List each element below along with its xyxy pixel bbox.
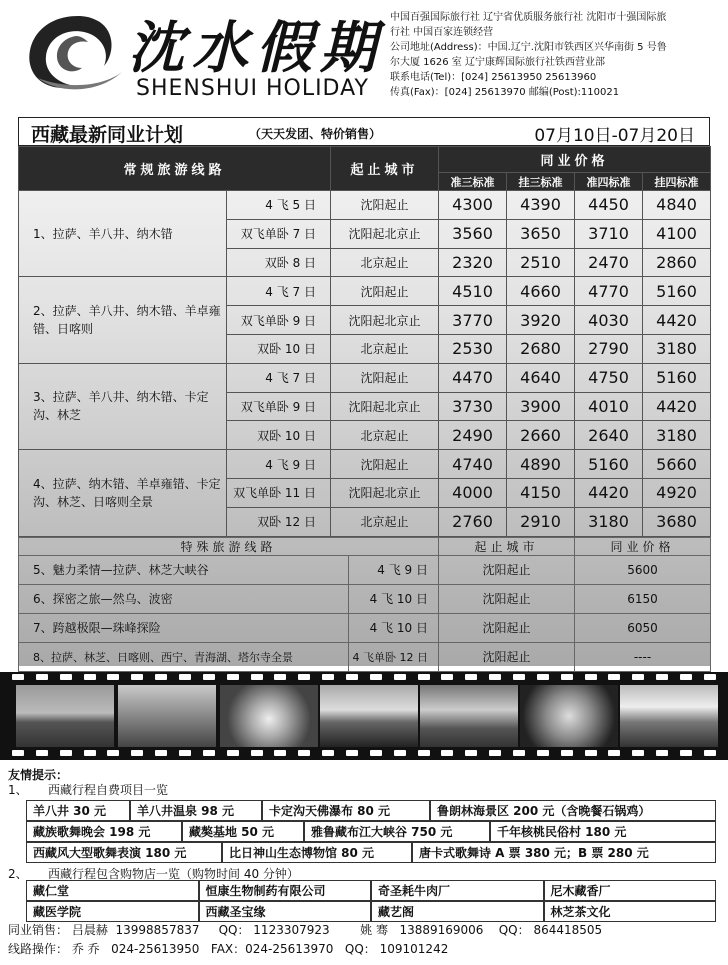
price-cell: 3900 — [507, 392, 575, 421]
sales-contact-row — [8, 921, 602, 940]
duration: 双卧 8 日 — [227, 248, 331, 277]
shop-item: 恒康生物制药有限公司 — [199, 880, 372, 901]
price-cell: ---- — [575, 642, 711, 671]
price-cell: 4640 — [507, 363, 575, 392]
price-cell: 2660 — [507, 421, 575, 450]
price-area — [18, 146, 710, 666]
price-cell: 3180 — [643, 334, 711, 363]
fee-item: 唐卡式歌舞诗 A 票 380 元；B 票 280 元 — [412, 842, 716, 863]
ops-qq: 109101242 — [379, 942, 449, 956]
fees-row — [26, 842, 716, 863]
qq-label: QQ： — [498, 923, 530, 937]
company-info-line: 行社 中国百家连锁经营 — [390, 27, 494, 38]
sales1-qq: 1123307923 — [253, 923, 330, 937]
company-info-line: 尔大厦 1626 室 辽宁康辉国际旅行社铁西营业部 — [390, 57, 605, 68]
ops-phone: 024-25613950 — [111, 942, 200, 956]
route-name: 3、拉萨、羊八井、纳木错、卡定沟、林芝 — [19, 363, 227, 449]
price-cell: 3560 — [439, 219, 507, 248]
fees-row — [26, 821, 716, 842]
duration: 4 飞 9 日 — [349, 555, 439, 584]
photo-snow-peak — [620, 685, 718, 747]
price-cell: 4030 — [575, 306, 643, 335]
duration: 4 飞 5 日 — [227, 191, 331, 220]
price-cell: 6150 — [575, 584, 711, 613]
price-cell: 5160 — [643, 363, 711, 392]
price-cell: 3650 — [507, 219, 575, 248]
city: 沈阳起止 — [331, 191, 439, 220]
city: 沈阳起北京止 — [331, 478, 439, 507]
city: 沈阳起北京止 — [331, 219, 439, 248]
shops-row — [26, 901, 716, 922]
price-cell: 4920 — [643, 478, 711, 507]
duration: 4 飞 7 日 — [227, 363, 331, 392]
price-cell: 5160 — [643, 277, 711, 306]
price-cell: 3180 — [575, 507, 643, 536]
plan-title-bar — [18, 117, 710, 146]
price-cell: 4420 — [575, 478, 643, 507]
city: 沈阳起止 — [439, 584, 575, 613]
table-row — [19, 191, 711, 220]
city: 沈阳起北京止 — [331, 392, 439, 421]
city: 沈阳起止 — [439, 555, 575, 584]
tips-title: 友情提示： — [8, 768, 69, 782]
header-tier: 挂四标准 — [643, 173, 711, 191]
table-row — [19, 277, 711, 306]
header-tier: 准四标准 — [575, 173, 643, 191]
shop-item: 林芝茶文化 — [544, 901, 717, 922]
table-row — [19, 584, 711, 613]
sales2-qq: 864418505 — [533, 923, 603, 937]
duration: 双卧 12 日 — [227, 507, 331, 536]
sales-label: 同业销售： — [8, 923, 69, 937]
fee-item: 卡定沟天佛瀑布 80 元 — [262, 800, 430, 821]
price-cell: 4010 — [575, 392, 643, 421]
photo-palace-front — [320, 685, 418, 747]
price-cell: 4100 — [643, 219, 711, 248]
plan-dates: 07月10日-07月20日 — [534, 126, 695, 146]
ops-fax: FAX：024-25613970 — [210, 942, 334, 956]
route-name: 5、魅力柔情—拉萨、林芝大峡谷 — [19, 555, 349, 584]
photo-food — [520, 685, 618, 747]
qq-label: QQ： — [344, 942, 376, 956]
city: 沈阳起北京止 — [331, 306, 439, 335]
price-cell: 2680 — [507, 334, 575, 363]
fees-row — [26, 800, 716, 821]
fee-item: 羊八井温泉 98 元 — [130, 800, 262, 821]
price-cell: 4770 — [575, 277, 643, 306]
photo-filmstrip — [0, 672, 728, 760]
duration: 双飞单卧 7 日 — [227, 219, 331, 248]
photo-mountains — [420, 685, 518, 747]
header — [0, 0, 728, 112]
price-cell: 4300 — [439, 191, 507, 220]
city: 北京起止 — [331, 507, 439, 536]
price-cell: 4420 — [643, 392, 711, 421]
price-cell: 2910 — [507, 507, 575, 536]
header-tier: 挂三标准 — [507, 173, 575, 191]
shop-item: 藏仁堂 — [26, 880, 199, 901]
photo-monastery — [118, 685, 216, 747]
price-cell: 2490 — [439, 421, 507, 450]
price-cell: 4840 — [643, 191, 711, 220]
price-cell: 3920 — [507, 306, 575, 335]
duration: 4 飞 7 日 — [227, 277, 331, 306]
route-name: 8、拉萨、林芝、日喀则、西宁、青海湖、塔尔寺全景 — [19, 642, 349, 671]
price-cell: 4740 — [439, 450, 507, 479]
section-number: 2、 — [8, 867, 28, 881]
fee-item: 羊八井 30 元 — [26, 800, 130, 821]
company-info — [390, 10, 720, 100]
table-row — [19, 363, 711, 392]
city: 沈阳起止 — [439, 642, 575, 671]
fee-item: 鲁朗林海景区 200 元（含晚餐石锅鸡） — [430, 800, 716, 821]
price-cell: 2790 — [575, 334, 643, 363]
brand-name-en: SHENSHUI HOLIDAY — [136, 76, 369, 101]
table-row — [19, 613, 711, 642]
price-cell: 3710 — [575, 219, 643, 248]
sales2-name: 姚 骞 — [360, 923, 388, 937]
ops-label: 线路操作： — [8, 942, 69, 956]
price-cell: 4510 — [439, 277, 507, 306]
price-cell: 5660 — [643, 450, 711, 479]
route-name: 6、探密之旅—然乌、波密 — [19, 584, 349, 613]
route-name: 1、拉萨、羊八井、纳木错 — [19, 191, 227, 277]
shop-item: 奇圣耗牛肉厂 — [371, 880, 544, 901]
shop-item: 尼木藏香厂 — [544, 880, 717, 901]
city: 北京起止 — [331, 334, 439, 363]
route-name: 2、拉萨、羊八井、纳木错、羊卓雍错、日喀则 — [19, 277, 227, 363]
ops-name: 乔 乔 — [71, 942, 100, 956]
photo-potala-palace — [16, 685, 114, 747]
table-row — [19, 642, 711, 671]
duration: 4 飞 9 日 — [227, 450, 331, 479]
qq-label: QQ： — [218, 923, 250, 937]
duration: 4 飞单卧 12 日 — [349, 642, 439, 671]
route-name: 7、跨越极限—珠峰探险 — [19, 613, 349, 642]
header-regular-routes: 常规旅游线路 — [19, 147, 331, 191]
price-cell: 2320 — [439, 248, 507, 277]
price-cell: 2530 — [439, 334, 507, 363]
table-row — [19, 555, 711, 584]
fee-item: 千年核桃民俗村 180 元 — [490, 821, 716, 842]
price-cell: 3680 — [643, 507, 711, 536]
section-title: 西藏行程包含购物店一览（购物时间 40 分钟） — [48, 867, 299, 881]
company-info-line: 中国百强国际旅行社 辽宁省优质服务旅行社 沈阳市十强国际旅 — [390, 12, 667, 23]
price-cell: 3770 — [439, 306, 507, 335]
fee-item: 西藏风大型歌舞表演 180 元 — [26, 842, 222, 863]
special-routes-table — [18, 537, 711, 672]
price-cell: 4150 — [507, 478, 575, 507]
duration: 双飞单卧 11 日 — [227, 478, 331, 507]
price-cell: 2510 — [507, 248, 575, 277]
brand-name-cn: 沈水假期 — [128, 15, 384, 81]
regular-routes-table — [18, 146, 711, 537]
price-cell: 2640 — [575, 421, 643, 450]
film-sprockets — [0, 674, 728, 682]
sales1-phone: 13998857837 — [115, 923, 200, 937]
company-info-line: 联系电话(Tel)：[024] 25613950 25613960 — [390, 72, 597, 83]
table-row — [19, 450, 711, 479]
price-cell: 4450 — [575, 191, 643, 220]
city: 北京起止 — [331, 248, 439, 277]
city: 沈阳起止 — [331, 277, 439, 306]
price-cell: 3730 — [439, 392, 507, 421]
film-sprockets — [0, 750, 728, 758]
section-title: 西藏行程自费项目一览 — [48, 783, 169, 797]
price-cell: 4470 — [439, 363, 507, 392]
price-cell: 2470 — [575, 248, 643, 277]
swirl-logo-icon — [18, 6, 138, 96]
price-cell: 4390 — [507, 191, 575, 220]
ops-contact-row — [8, 940, 602, 959]
shop-item: 藏医学院 — [26, 901, 199, 922]
sales1-name: 吕晨赫 — [71, 923, 108, 937]
city: 沈阳起止 — [331, 363, 439, 392]
duration: 4 飞 10 日 — [349, 613, 439, 642]
shops-row — [26, 880, 716, 901]
duration: 双飞单卧 9 日 — [227, 392, 331, 421]
plan-title: 西藏最新同业计划 — [31, 124, 184, 146]
city: 沈阳起止 — [439, 613, 575, 642]
shop-item: 西藏圣宝缘 — [199, 901, 372, 922]
fee-item: 藏族歌舞晚会 198 元 — [26, 821, 182, 842]
header-city: 起止城市 — [331, 147, 439, 191]
header-tier: 准三标准 — [439, 173, 507, 191]
duration: 双卧 10 日 — [227, 334, 331, 363]
section-fees-heading — [8, 781, 168, 798]
shop-item: 藏艺阁 — [371, 901, 544, 922]
price-cell: 4660 — [507, 277, 575, 306]
price-cell: 4750 — [575, 363, 643, 392]
section-number: 1、 — [8, 783, 28, 797]
duration: 4 飞 10 日 — [349, 584, 439, 613]
fee-item: 藏獒基地 50 元 — [182, 821, 304, 842]
price-cell: 6050 — [575, 613, 711, 642]
price-cell: 3180 — [643, 421, 711, 450]
price-cell: 4420 — [643, 306, 711, 335]
city: 北京起止 — [331, 421, 439, 450]
city: 沈阳起止 — [331, 450, 439, 479]
photo-stupa — [220, 685, 318, 747]
price-cell: 4890 — [507, 450, 575, 479]
fee-item: 比日神山生态博物馆 80 元 — [222, 842, 412, 863]
header-price: 同业价格 — [575, 537, 711, 555]
fee-item: 雅鲁藏布江大峡谷 750 元 — [304, 821, 490, 842]
price-cell: 2860 — [643, 248, 711, 277]
price-cell: 2760 — [439, 507, 507, 536]
duration: 双卧 10 日 — [227, 421, 331, 450]
sales2-phone: 13889169006 — [399, 923, 484, 937]
route-name: 4、拉萨、纳木错、羊卓雍错、卡定沟、林芝、日喀则全景 — [19, 450, 227, 536]
price-cell: 4000 — [439, 478, 507, 507]
company-info-line: 公司地址(Address)：中国.辽宁.沈阳市铁西区兴华南街 5 号鲁 — [390, 42, 667, 53]
header-city: 起止城市 — [439, 537, 575, 555]
price-cell: 5600 — [575, 555, 711, 584]
price-cell: 5160 — [575, 450, 643, 479]
company-info-line: 传真(Fax)：[024] 25613970 邮编(Post):110021 — [390, 87, 620, 98]
header-special-routes: 特殊旅游线路 — [19, 537, 439, 555]
duration: 双飞单卧 9 日 — [227, 306, 331, 335]
header-price: 同业价格 — [439, 147, 711, 173]
contacts — [8, 921, 602, 959]
plan-subtitle: （天天发团、特价销售） — [249, 127, 382, 141]
